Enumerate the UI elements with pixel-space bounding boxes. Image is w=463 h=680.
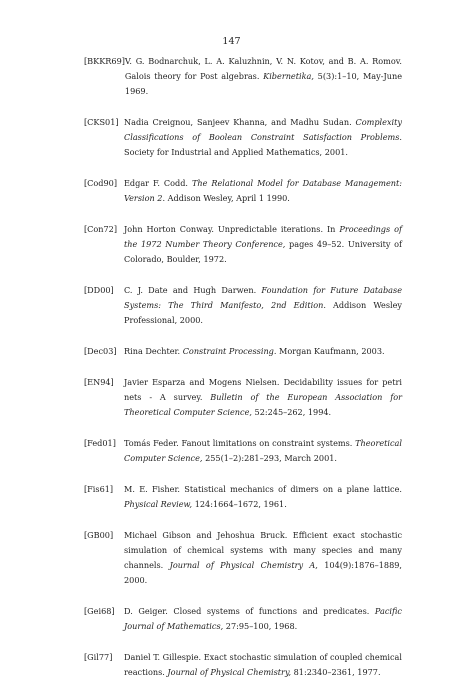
reference-entry bbox=[84, 604, 402, 634]
reference-text: D. Geiger. Closed systems of functions and predicates. Pacific Journal of Mathematics, 27:95–100, 1968. bbox=[124, 606, 402, 631]
page-number: 147 bbox=[222, 36, 241, 47]
reference-entry bbox=[84, 436, 402, 466]
reference-entry bbox=[84, 344, 402, 359]
reference-text: M. E. Fisher. Statistical mechanics of dimers on a plane lattice. Physical Review, 124:1664–1672, 1961. bbox=[124, 484, 402, 509]
reference-entry bbox=[84, 115, 402, 160]
reference-key: [CKS01] bbox=[84, 117, 119, 127]
reference-text: John Horton Conway. Unpredictable iterations. In Proceedings of the 1972 Number Theory Conference, pages 49–52. University of Colorado, Boulder, 1972. bbox=[124, 224, 403, 264]
reference-key: [Cod90] bbox=[84, 178, 117, 188]
reference-entry bbox=[84, 222, 402, 267]
reference-text: V. G. Bodnarchuk, L. A. Kaluzhnin, V. N. Kotov, and B. A. Romov. Galois theory for Post algebras. Kibernetika, 5(3):1–10, May-June 1969. bbox=[124, 56, 402, 96]
reference-entry bbox=[84, 176, 402, 206]
reference-text: Edgar F. Codd. The Relational Model for Database Management: Version 2. Addison Wesley, April 1 1990. bbox=[124, 178, 402, 203]
reference-key: [Con72] bbox=[84, 224, 118, 234]
reference-key: [BKKR69] bbox=[84, 56, 125, 66]
reference-entry bbox=[84, 528, 402, 588]
reference-text: Michael Gibson and Jehoshua Bruck. Efficient exact stochastic simulation of chemical systems with many species and many channels. Journal of Physical Chemistry A, 104(9):1876–1889, 2000. bbox=[124, 530, 402, 585]
reference-key: [GB00] bbox=[84, 530, 114, 540]
reference-entry bbox=[84, 650, 402, 680]
reference-key: [Fis61] bbox=[84, 484, 114, 494]
reference-key: [Dec03] bbox=[84, 346, 117, 356]
reference-key: [DD00] bbox=[84, 285, 114, 295]
reference-key: [EN94] bbox=[84, 377, 114, 387]
reference-text: Nadia Creignou, Sanjeev Khanna, and Madhu Sudan. Complexity Classifications of Boolean Constraint Satisfaction Problems. Society for Industrial and Applied Mathematics, 2001. bbox=[124, 117, 402, 157]
reference-entry bbox=[84, 375, 402, 420]
reference-text: Daniel T. Gillespie. Exact stochastic simulation of coupled chemical reactions. Journal of Physical Chemistry, 81:2340–2361, 1977. bbox=[124, 652, 402, 677]
reference-entry bbox=[84, 283, 402, 328]
reference-text: Javier Esparza and Mogens Nielsen. Decidability issues for petri nets - A survey. Bulletin of the European Association for Theoretical Computer Science, 52:245–262, 1994. bbox=[124, 377, 402, 417]
reference-entry bbox=[84, 482, 402, 512]
reference-text: Tomás Feder. Fanout limitations on constraint systems. Theoretical Computer Science, 255(1–2):281–293, March 2001. bbox=[124, 438, 402, 463]
reference-text: Rina Dechter. Constraint Processing. Morgan Kaufmann, 2003. bbox=[124, 346, 385, 356]
reference-text: C. J. Date and Hugh Darwen. Foundation for Future Database Systems: The Third Manifesto, 2nd Edition. Addison Wesley Professional, 2000. bbox=[124, 285, 402, 325]
reference-key: [Gei68] bbox=[84, 606, 115, 616]
reference-entry bbox=[84, 54, 402, 99]
reference-key: [Fed01] bbox=[84, 438, 116, 448]
reference-key: [Gil77] bbox=[84, 652, 113, 662]
references-list bbox=[84, 54, 402, 680]
